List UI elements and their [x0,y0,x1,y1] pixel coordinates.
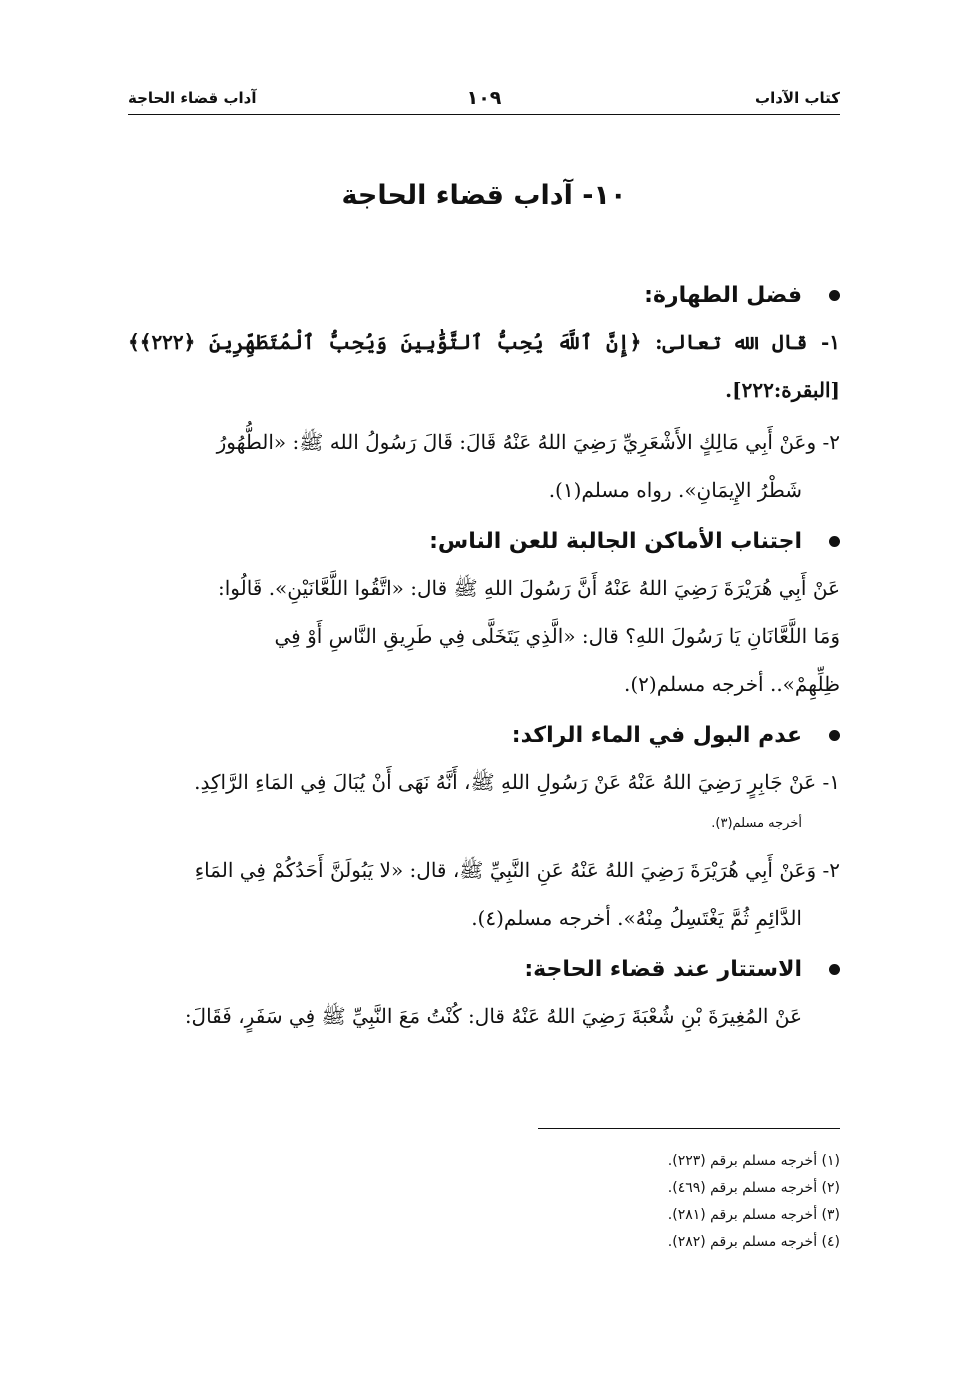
section-heading [128,520,840,564]
paragraph [128,758,840,842]
paragraph [128,564,840,708]
bullet-icon [829,290,840,301]
section-heading-text: اجتناب الأماكن الجالبة للعن الناس: [429,529,802,554]
section-heading-text: فضل الطهارة: [644,283,802,308]
chapter-title: ١٠- آداب قضاء الحاجة [341,180,627,211]
chapter-content [128,268,840,1044]
paragraph-line: ١- عَنْ جَابِرٍ رَضِيَ اللهُ عَنْهُ عَنْ رَسُولِ اللهِ ﷺ، أَنَّهُ نَهَى أَنْ يُبَالَ فِي المَاءِ الرَّاكِدِ. [194,770,840,794]
paragraph-line: شَطْرُ الإِيمَانِ». رواه مسلم(١). [548,478,802,502]
running-header [128,86,840,115]
page-number: ١٠٩ [466,87,502,109]
paragraph-line: ظِلِّهِمْ».. أخرجه مسلم(٢). [624,672,840,696]
footnote-divider [538,1128,840,1129]
paragraph-line: الدَّائِمِ ثُمَّ يَغْتَسِلُ مِنْهُ». أخرجه مسلم(٤). [471,906,802,930]
bullet-icon [829,730,840,741]
footnotes [128,1148,840,1256]
book-page [128,0,840,1382]
section-heading [128,948,840,992]
header-book-title: كتاب الآداب [755,89,840,107]
paragraph [128,992,840,1040]
paragraph-line: أخرجه مسلم(٣). [711,816,802,831]
bullet-icon [829,536,840,547]
footnote: (٣) أخرجه مسلم برقم (٢٨١). [667,1207,840,1223]
paragraph [128,846,840,942]
paragraph-line: عَنْ المُغِيرَةَ بْنِ شُعْبَةَ رَضِيَ اللهُ عَنْهُ قال: كُنْتُ مَعَ النَّبِيِّ ﷺ فِي سَفَرٍ، فَقَالَ: [184,1004,802,1028]
paragraph-line: عَنْ أَبِي هُرَيْرَةَ رَضِيَ اللهُ عَنْهُ أَنَّ رَسُولَ اللهِ ﷺ قال: «اتَّقُوا اللَّعَّانَيْنِ». قَالُوا: [217,576,840,600]
section-heading-text: عدم البول في الماء الراكد: [511,723,802,748]
footnote: (١) أخرجه مسلم برقم (٢٢٣). [667,1153,840,1169]
paragraph-line: ١- قال الله تعالى: ﴿إِنَّ ٱللَّهَ يُحِبُّ ٱلتَّوَّٰبِينَ وَيُحِبُّ ٱلْمُتَطَهِّرِينَ ﴿٢٢٢﴾﴾ [البقرة:٢٢٢]. [128,330,840,402]
footnote: (٢) أخرجه مسلم برقم (٤٦٩). [667,1180,840,1196]
section-heading [128,274,840,318]
section-heading-text: الاستتار عند قضاء الحاجة: [524,957,802,982]
header-chapter-title: آداب قضاء الحاجة [128,89,257,107]
section-heading [128,714,840,758]
paragraph [128,418,840,514]
paragraph-line: ٢- وَعَنْ أَبِي هُرَيْرَةَ رَضِيَ اللهُ عَنْهُ عَنِ النَّبِيِّ ﷺ، قال: «لا يَبُولَنَّ أَحَدُكُمْ فِي المَاءِ [194,858,840,882]
footnote: (٤) أخرجه مسلم برقم (٢٨٢). [667,1234,840,1250]
paragraph-line: ٢- وعَنْ أَبِي مَالِكٍ الأَشْعَرِيِّ رَضِيَ اللهُ عَنْهُ قَالَ: قَالَ رَسُولُ الله ﷺ: «الطُّهُورُ [216,430,840,454]
paragraph-line: وَمَا اللَّعَّانَانِ يَا رَسُولَ اللهِ؟ قال: «الَّذِي يَتَخَلَّى فِي طَرِيقِ النَّاسِ أَوْ فِي [274,624,840,648]
bullet-icon [829,964,840,975]
paragraph [128,318,840,414]
